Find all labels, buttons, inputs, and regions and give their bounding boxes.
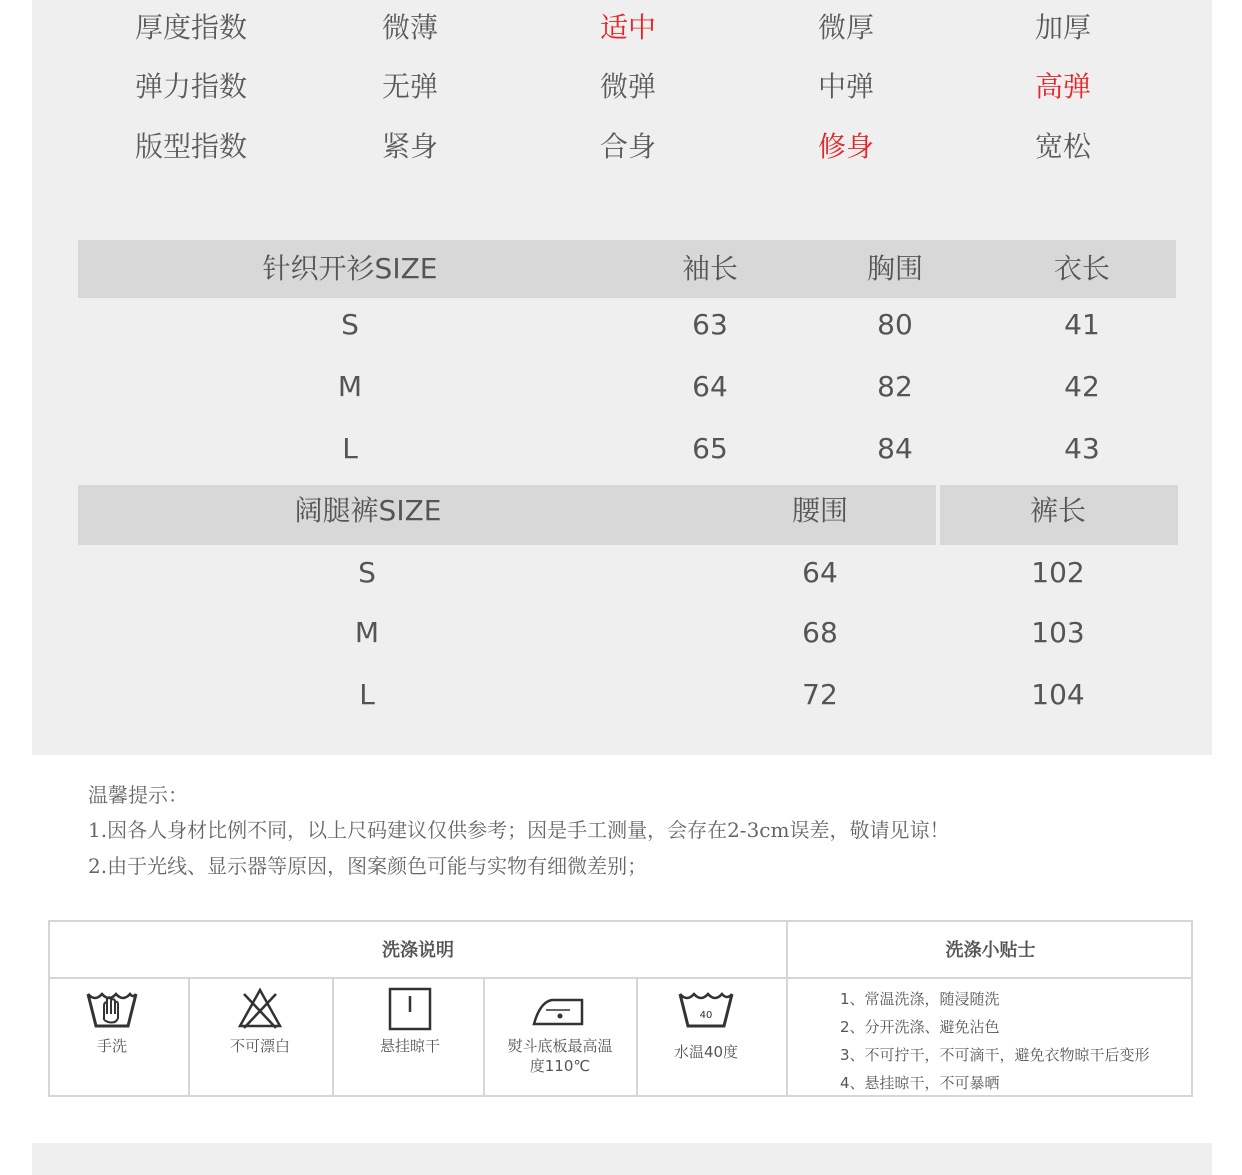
wash-40-icon [676, 986, 736, 1032]
cardigan-chest-cell: 80 [877, 308, 913, 341]
index-row [0, 122, 1242, 172]
index-option-selected: 适中 [600, 11, 657, 44]
index-option-selected: 修身 [818, 130, 875, 163]
cardigan-chest-cell: 82 [877, 370, 913, 403]
wash-tip-3: 3、不可拧干，不可滴干，避免衣物晾干后变形 [840, 1046, 1150, 1064]
pants-waist-cell: 72 [802, 678, 838, 711]
hand-wash-icon [84, 986, 140, 1032]
index-option: 合身 [600, 130, 657, 163]
index-row-label: 版型指数 [135, 130, 248, 163]
cardigan-length-cell: 41 [1064, 308, 1100, 341]
hang-dry-icon [382, 986, 438, 1032]
divider [786, 922, 788, 1095]
care-symbol-wash-40 [636, 986, 776, 1062]
index-option: 无弹 [382, 70, 439, 103]
pants-waist-cell: 64 [802, 556, 838, 589]
wash-temp-text: 40 [699, 1010, 713, 1021]
index-row [0, 62, 1242, 112]
care-symbol-no-bleach [190, 986, 330, 1056]
tips-line-1: 1.因各人身材比例不同，以上尺码建议仅供参考；因是手工测量，会存在2-3cm误差，敬请见谅！ [88, 818, 950, 842]
waist-header: 腰围 [791, 494, 848, 527]
pants-length-header: 裤长 [1029, 494, 1086, 527]
no-bleach-icon [232, 986, 288, 1032]
hang-dry-label: 悬挂晾干 [379, 1037, 440, 1055]
cardigan-sleeve-cell: 63 [692, 308, 728, 341]
wash-tip-2: 2、分开洗涤、避免沾色 [840, 1018, 1000, 1036]
warm-tips [88, 778, 949, 884]
pants-size-cell: L [359, 678, 375, 711]
wash-tip-4: 4、悬挂晾干，不可暴晒 [840, 1074, 1000, 1092]
pants-size-cell: M [354, 616, 380, 649]
divider [483, 979, 485, 1095]
bottom-strip [32, 1143, 1212, 1175]
cardigan-length-cell: 42 [1064, 370, 1100, 403]
sleeve-length-header: 袖长 [681, 252, 738, 285]
cardigan-sleeve-cell: 65 [692, 432, 728, 465]
wash-tip-1: 1、常温洗涤，随浸随洗 [840, 990, 1000, 1008]
index-option: 紧身 [382, 130, 439, 163]
cardigan-length-cell: 43 [1064, 432, 1100, 465]
wash-instructions-header: 洗涤说明 [50, 922, 786, 979]
care-symbol-hang-dry [340, 986, 480, 1056]
index-option: 加厚 [1035, 11, 1092, 44]
tips-line-2: 2.由于光线、显示器等原因，图案颜色可能与实物有细微差别； [88, 854, 648, 878]
care-symbol-hand-wash [42, 986, 182, 1056]
index-option: 微弹 [600, 70, 657, 103]
index-option-selected: 高弹 [1035, 70, 1092, 103]
cardigan-sleeve-cell: 64 [692, 370, 728, 403]
cardigan-size-header: 针织开衫SIZE [262, 252, 438, 285]
divider [332, 979, 334, 1095]
no-bleach-label: 不可漂白 [229, 1037, 290, 1055]
cardigan-size-cell: S [341, 308, 359, 341]
index-row [0, 3, 1242, 53]
pants-size-header: 阔腿裤SIZE [294, 494, 442, 527]
pants-length-cell: 102 [1031, 556, 1085, 589]
index-row-label: 弹力指数 [135, 70, 248, 103]
index-option: 微厚 [818, 11, 875, 44]
index-row-label: 厚度指数 [135, 11, 248, 44]
hand-wash-label: 手洗 [96, 1037, 127, 1055]
pants-size-cell: S [358, 556, 376, 589]
pants-length-cell: 103 [1031, 616, 1085, 649]
iron-icon [530, 986, 590, 1032]
pants-length-cell: 104 [1031, 678, 1085, 711]
cardigan-chest-cell: 84 [877, 432, 913, 465]
index-option: 微薄 [382, 11, 439, 44]
care-instructions-table [48, 920, 1193, 1097]
care-symbol-iron [490, 986, 630, 1076]
wash-tips-list [840, 985, 1150, 1097]
index-option: 中弹 [818, 70, 875, 103]
wash-tips-header: 洗涤小贴士 [788, 922, 1193, 979]
pants-waist-cell: 68 [802, 616, 838, 649]
index-option: 宽松 [1035, 130, 1092, 163]
cardigan-size-cell: M [337, 370, 363, 403]
chest-header: 胸围 [866, 252, 923, 285]
length-header: 衣长 [1053, 252, 1110, 285]
wash-40-label: 水温40度 [673, 1043, 739, 1061]
iron-label: 熨斗底板最高温度110℃ [507, 1037, 613, 1075]
tips-title: 温馨提示： [88, 783, 188, 807]
cardigan-size-cell: L [342, 432, 358, 465]
